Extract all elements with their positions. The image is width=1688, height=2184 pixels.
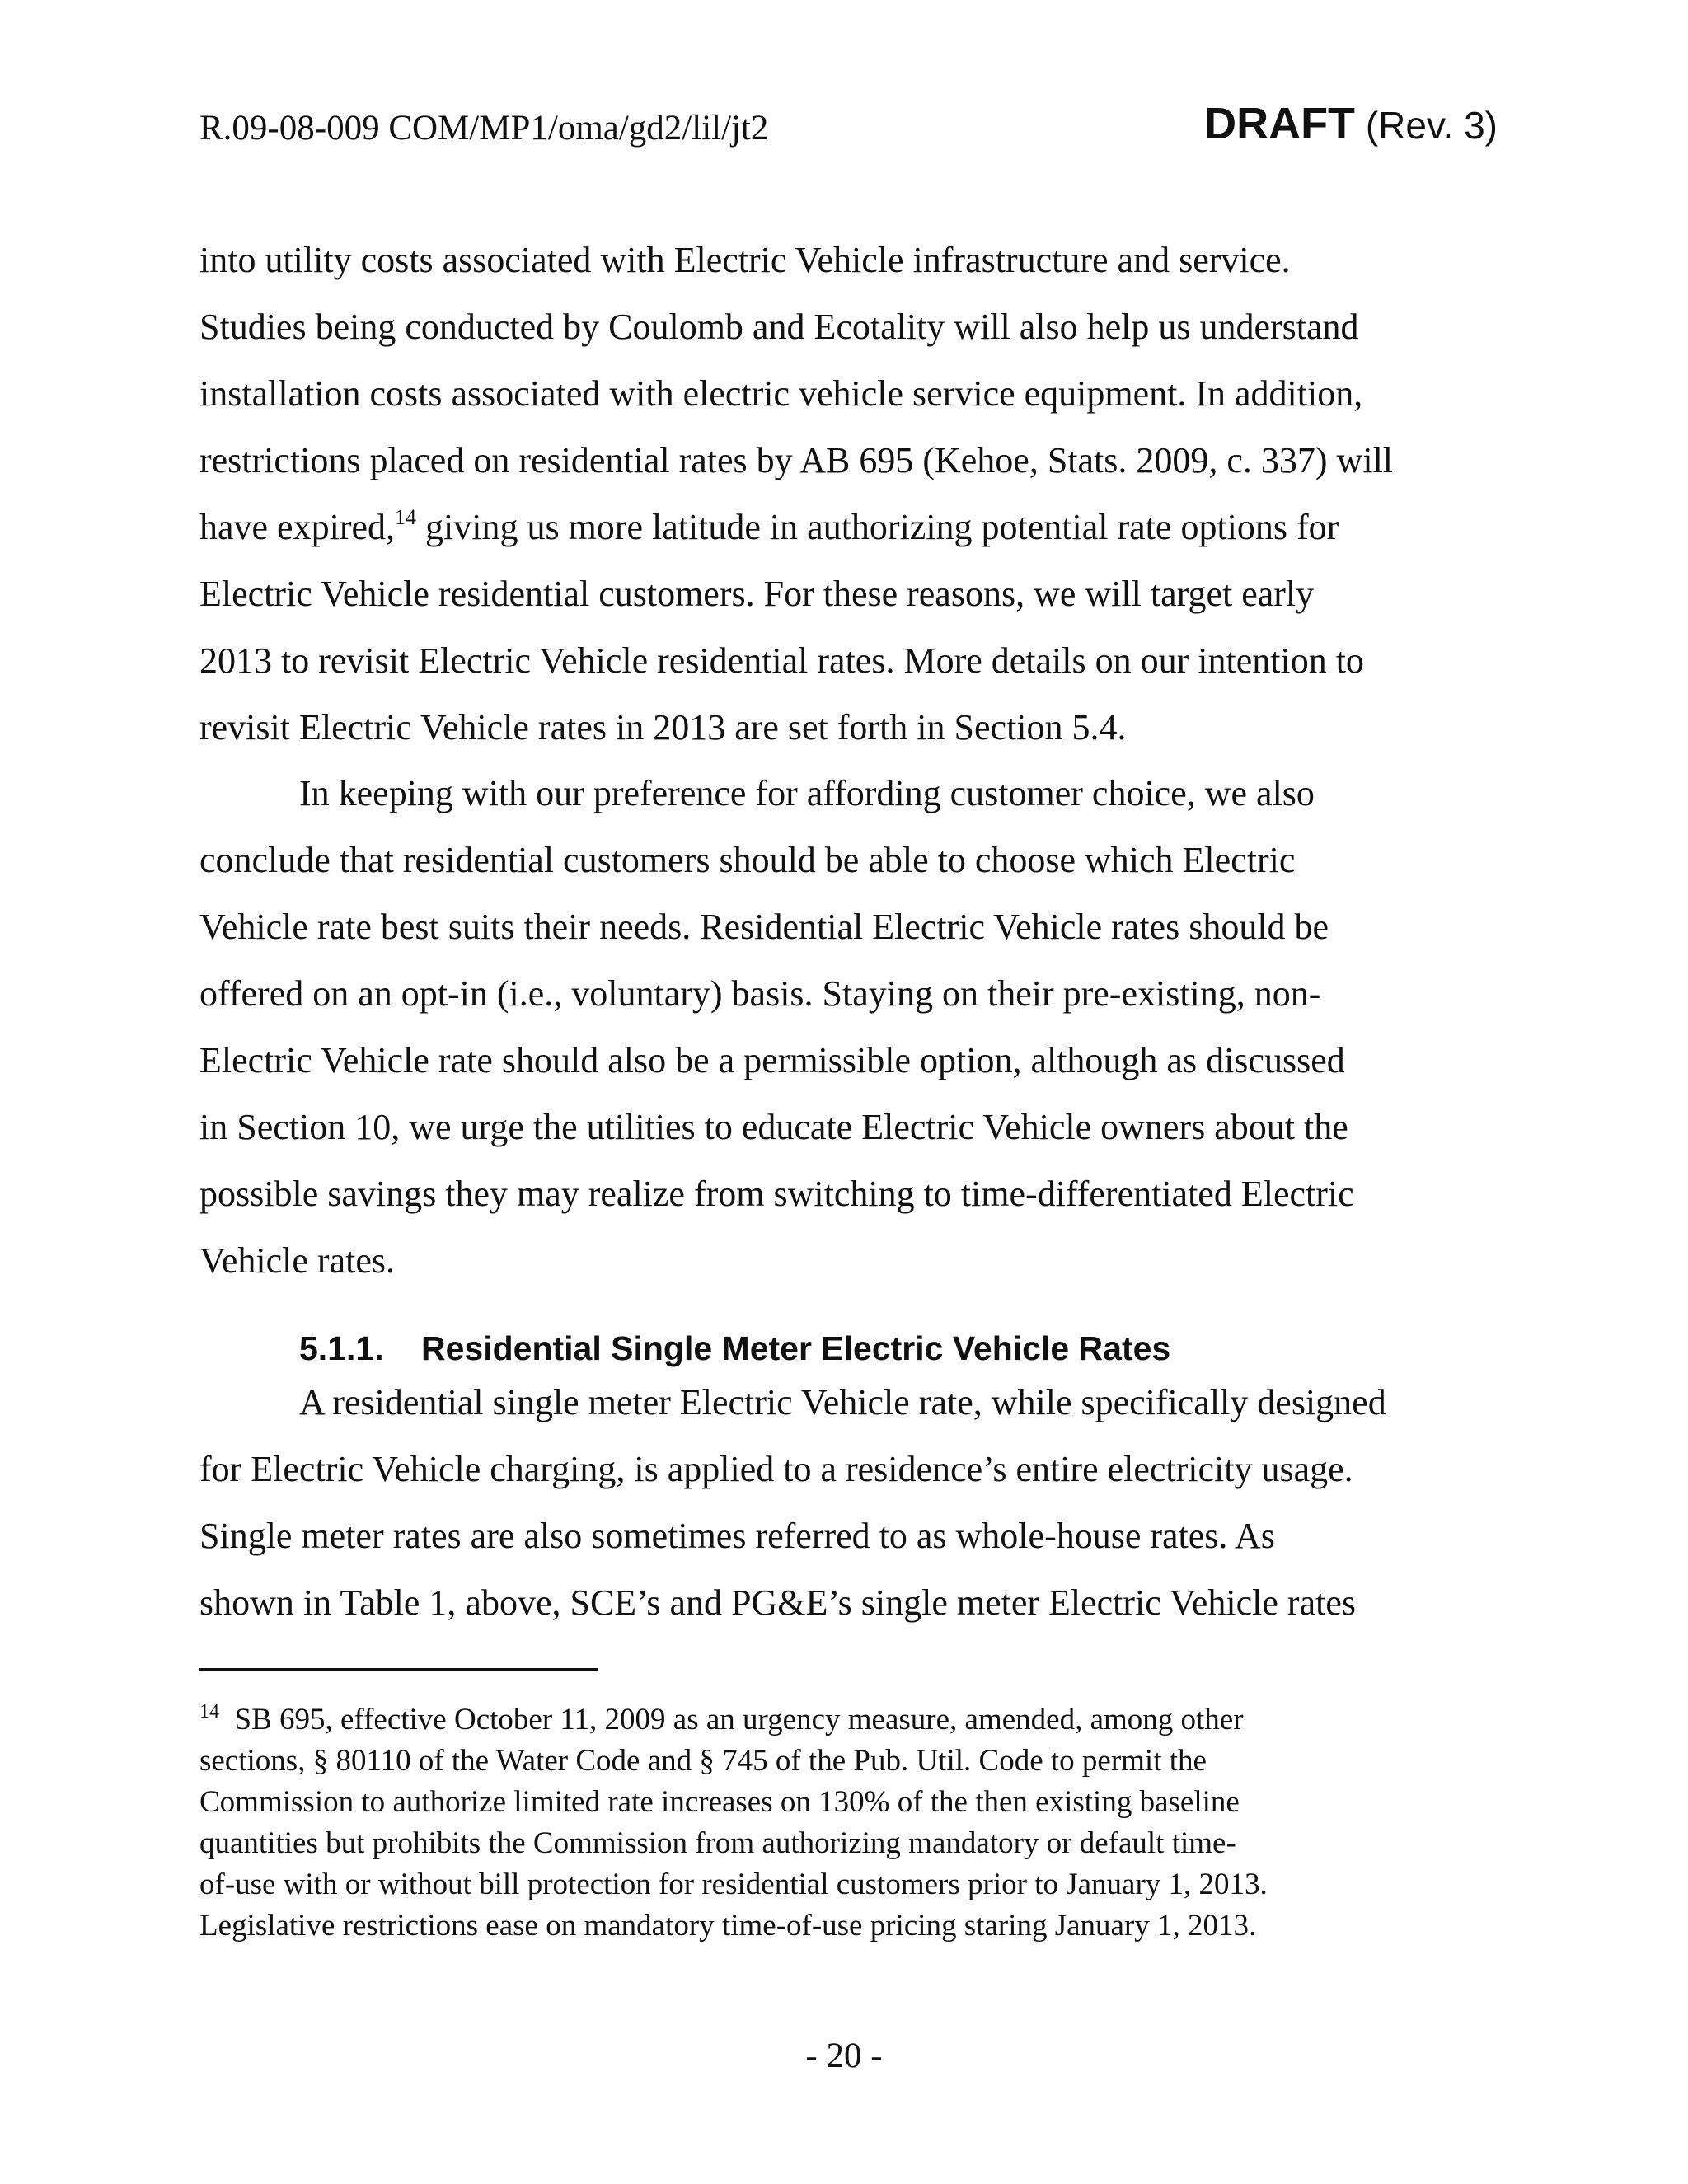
text-line: installation costs associated with electric vehicle service equipment. In addition,	[199, 373, 1363, 414]
text-line: restrictions placed on residential rates by AB 695 (Kehoe, Stats. 2009, c. 337) will	[199, 440, 1394, 480]
text-line: 2013 to revisit Electric Vehicle residential rates. More details on our intention to	[199, 640, 1364, 681]
footnote-separator	[199, 1668, 598, 1671]
footnote-line: sections, § 80110 of the Water Code and § 745 of the Pub. Util. Code to permit the	[199, 1744, 1207, 1778]
footnote-line: Legislative restrictions ease on mandatory time-of-use pricing staring January 1, 2013.	[199, 1909, 1257, 1943]
text-line: for Electric Vehicle charging, is applied to a residence’s entire electricity usage.	[199, 1449, 1353, 1489]
text-line: into utility costs associated with Electric Vehicle infrastructure and service.	[199, 240, 1291, 280]
footnote-text: SB 695, effective October 11, 2009 as an urgency measure, amended, among other	[219, 1703, 1244, 1736]
paragraph-2	[199, 760, 1493, 1294]
section-heading	[299, 1325, 1170, 1371]
docket-header: R.09-08-009 COM/MP1/oma/gd2/lil/jt2	[199, 109, 769, 148]
text-line: conclude that residential customers should be able to choose which Electric	[199, 840, 1296, 880]
section-title: Residential Single Meter Electric Vehicle Rates	[421, 1329, 1171, 1367]
text-line: In keeping with our preference for affording customer choice, we also	[299, 773, 1315, 813]
draft-header	[1204, 97, 1498, 152]
text-line: shown in Table 1, above, SCE’s and PG&E’s single meter Electric Vehicle rates	[199, 1582, 1356, 1623]
text-line: Studies being conducted by Coulomb and Ecotality will also help us understand	[199, 307, 1359, 347]
section-number: 5.1.1.	[299, 1329, 384, 1367]
text-line: Vehicle rates.	[199, 1240, 395, 1281]
draft-label: DRAFT	[1204, 99, 1356, 148]
footnote-line: Commission to authorize limited rate increases on 130% of the then existing baseline	[199, 1785, 1240, 1819]
paragraph-3	[199, 1369, 1493, 1636]
footnote-marker: 14	[199, 1701, 219, 1722]
footnote-reference: 14	[395, 505, 416, 529]
text-line	[199, 494, 1493, 560]
text-line: possible savings they may realize from switching to time-differentiated Electric	[199, 1174, 1354, 1214]
text-segment: have expired,	[199, 507, 395, 547]
page-number: - 20 -	[805, 2036, 883, 2075]
text-line: offered on an opt-in (i.e., voluntary) basis. Staying on their pre-existing, non-	[199, 973, 1321, 1014]
text-line: Vehicle rate best suits their needs. Residential Electric Vehicle rates should be	[199, 907, 1329, 947]
footnote-line	[199, 1699, 1493, 1741]
text-line: A residential single meter Electric Vehicle rate, while specifically designed	[299, 1382, 1386, 1422]
footnote-line: quantities but prohibits the Commission from authorizing mandatory or default time-	[199, 1826, 1236, 1860]
paragraph-1	[199, 227, 1493, 761]
revision-label: (Rev. 3)	[1365, 104, 1498, 147]
text-line: Electric Vehicle residential customers. For these reasons, we will target early	[199, 574, 1315, 614]
text-line: revisit Electric Vehicle rates in 2013 are set forth in Section 5.4.	[199, 707, 1127, 748]
text-segment: giving us more latitude in authorizing potential rate options for	[416, 507, 1339, 547]
footnote-line: of-use with or without bill protection for residential customers prior to January 1, 2013.	[199, 1868, 1268, 1901]
footnote-14	[199, 1699, 1493, 1947]
text-line: Electric Vehicle rate should also be a permissible option, although as discussed	[199, 1040, 1345, 1080]
text-line: Single meter rates are also sometimes referred to as whole-house rates. As	[199, 1516, 1275, 1556]
text-line: in Section 10, we urge the utilities to educate Electric Vehicle owners about the	[199, 1107, 1348, 1147]
